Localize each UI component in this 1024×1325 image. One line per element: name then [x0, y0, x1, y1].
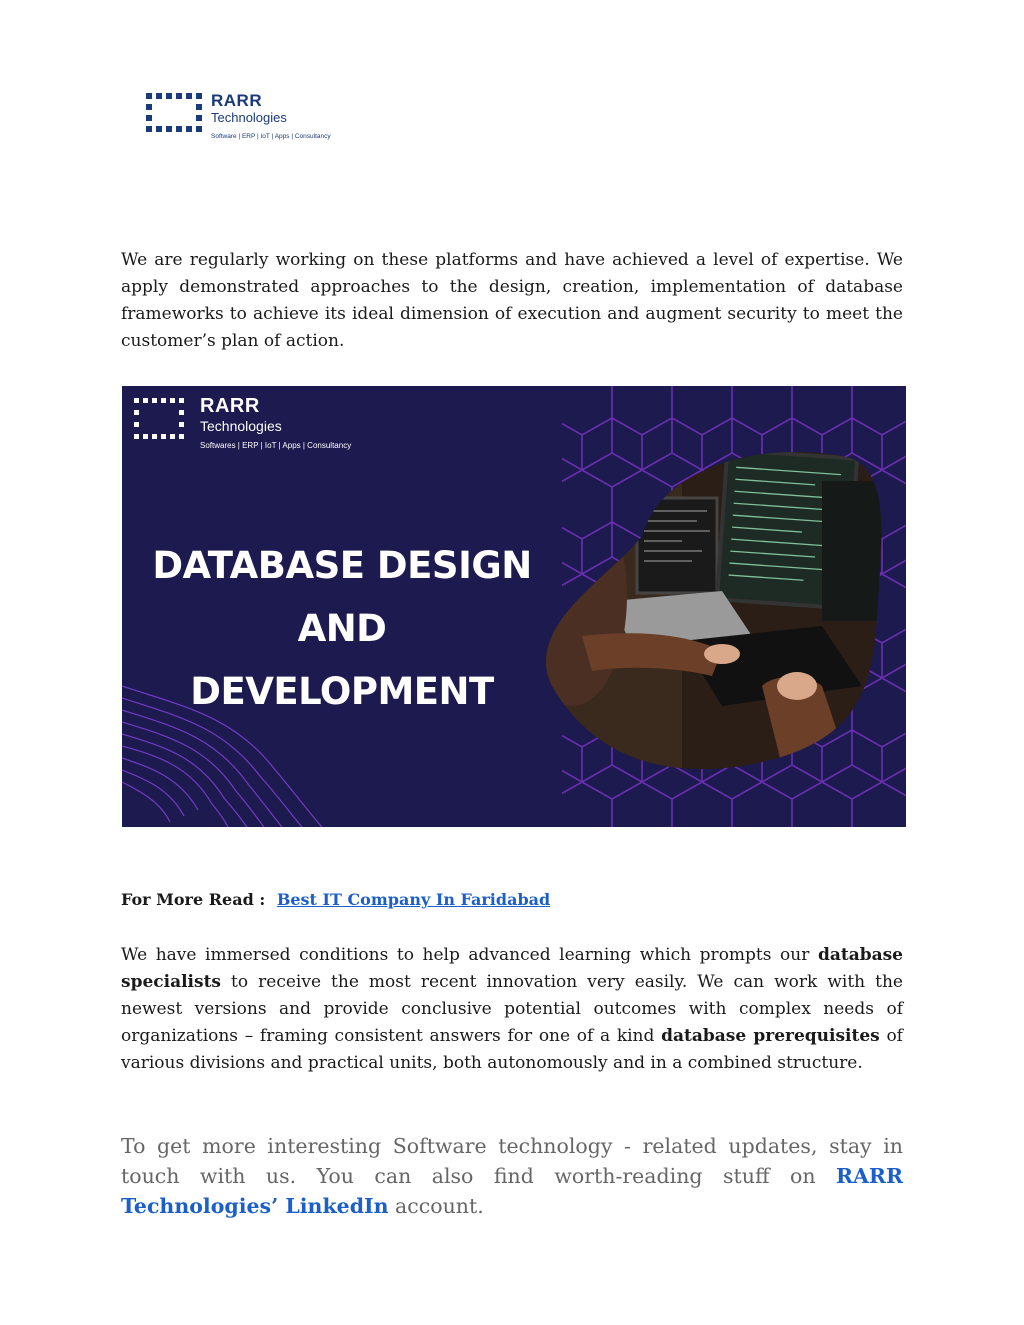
closing-paragraph	[121, 1131, 903, 1221]
company-logo	[146, 92, 331, 140]
logo-tagline: Software | ERP | IoT | Apps | Consultancy	[211, 133, 331, 140]
database-design-banner	[122, 386, 906, 827]
database-specialists-bold: database specialists	[121, 945, 903, 992]
paragraph3-text-1: To get more interesting Software technology - related updates, stay in touch with us. You can also find worth-reading stuff on	[121, 1134, 903, 1188]
more-read-line	[121, 890, 550, 909]
banner-logo	[134, 396, 351, 450]
banner-heading-line2: AND	[297, 607, 387, 650]
banner-logo-brand: RARR	[200, 395, 260, 417]
banner-heading-line3: DEVELOPMENT	[190, 670, 494, 713]
paragraph2-text-1: We have immersed conditions to help advanced learning which prompts our	[121, 945, 818, 965]
paragraph3-text-2: account.	[388, 1194, 484, 1218]
banner-heading	[122, 534, 562, 723]
logo-subtitle: Technologies	[211, 110, 287, 125]
banner-logo-subtitle: Technologies	[200, 418, 282, 434]
logo-dot-grid-icon	[146, 93, 202, 132]
specialists-paragraph	[121, 942, 903, 1077]
logo-brand: RARR	[211, 91, 263, 110]
best-it-company-link[interactable]: Best IT Company In Faridabad	[276, 890, 551, 909]
database-prerequisites-bold: database prerequisites	[661, 1026, 880, 1046]
more-read-label: For More Read :	[121, 890, 266, 909]
intro-paragraph: We are regularly working on these platforms and have achieved a level of expertise. We apply demonstrated approaches to the design, creation, implementation of database frameworks to achieve its ideal dimension of execution and augment security to meet the customer’s plan of action.	[121, 250, 903, 351]
banner-logo-dot-grid-icon	[134, 398, 184, 450]
banner-heading-line1: DATABASE DESIGN	[152, 544, 532, 587]
banner-logo-tagline: Softwares | ERP | IoT | Apps | Consultancy	[200, 441, 352, 450]
linkedin-link[interactable]: RARR Technologies’ LinkedIn	[121, 1164, 903, 1218]
paragraph2-text-2: to receive the most recent innovation very easily. We can work with the newest versions and provide conclusive potential outcomes with complex needs of organizations – framing consistent answers for one of a kind	[121, 972, 903, 1046]
paragraph2-text-3: of various divisions and practical units, both autonomously and in a combined structure.	[121, 1026, 903, 1073]
